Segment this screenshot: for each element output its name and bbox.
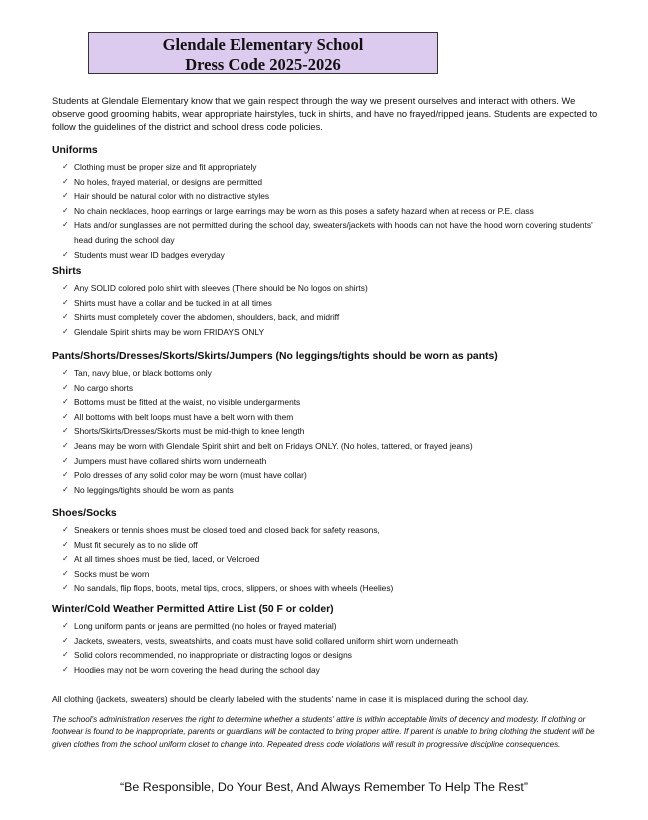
list-item: ✓ No sandals, flip flops, boots, metal tips, crocs, slippers, or shoes with wheels (Heelies) [52,581,612,596]
list-item: ✓ Jeans may be worn with Glendale Spirit shirt and belt on Fridays ONLY. (No holes, tattered, or frayed jeans) [52,439,612,454]
check-icon: ✓ [62,455,69,465]
check-icon: ✓ [62,297,69,307]
shirts-heading: Shirts [52,266,82,277]
list-item: ✓ Students must wear ID badges everyday [52,248,612,263]
title-box [88,32,438,74]
shoes-section [52,507,612,596]
intro-paragraph: Students at Glendale Elementary know that we gain respect through the way we present ourselves and interact with others. We observe good grooming habits, wear appropriate hairstyles, tuck in shirts, and have no frayed/ripped jeans. Students are expected to follow the guidelines of the district and school dress code policies. [52,96,598,132]
check-icon: ✓ [62,583,69,593]
check-icon: ✓ [62,382,69,392]
list-item: ✓ Hair should be natural color with no distractive styles [52,189,612,204]
check-icon: ✓ [62,191,69,201]
document-subtitle: Dress Code 2025-2026 [185,55,341,74]
shirts-section [52,265,612,339]
list-item: ✓ No cargo shorts [52,381,612,396]
check-icon: ✓ [62,426,69,436]
winter-section [52,603,612,677]
list-item: ✓ Solid colors recommended, no inappropriate or distracting logos or designs [52,648,612,663]
check-icon: ✓ [62,220,69,230]
check-icon: ✓ [62,368,69,377]
check-icon: ✓ [62,249,69,259]
list-item: ✓ Sneakers or tennis shoes must be closed toed and closed back for safety reasons, [52,523,612,538]
list-item: ✓ No leggings/tights should be worn as pants [52,483,612,498]
list-item: ✓ Jumpers must have collared shirts worn underneath [52,454,612,469]
pants-section [52,350,612,497]
administration-disclaimer: The school's administration reserves the right to determine whether a students' attire is within acceptable limits of decency and modesty. If clothing or footwear is found to be inappropriate, parents or guardians will be contacted to bring proper attire. If parent is unable to bring clothing the student will be given clothes from the school uniform closet to change into. Repeated dress code violations will result in progressive discipline consequences. [52,715,595,749]
school-name: Glendale Elementary School [162,35,364,54]
uniforms-heading: Uniforms [52,145,98,156]
check-icon: ✓ [62,635,69,645]
check-icon: ✓ [62,621,69,630]
list-item: ✓ Must fit securely as to no slide off [52,538,612,553]
school-motto: “Be Responsible, Do Your Best, And Always Remember To Help The Rest” [120,780,528,794]
uniforms-list [52,160,612,262]
winter-list [52,619,612,677]
check-icon: ✓ [62,411,69,421]
list-item: ✓ Shirts must have a collar and be tucked in at all times [52,296,612,311]
check-icon: ✓ [62,650,69,660]
list-item: ✓ All bottoms with belt loops must have a belt worn with them [52,410,612,425]
list-item: ✓ Shirts must completely cover the abdomen, shoulders, back, and midriff [52,310,612,325]
check-icon: ✓ [62,312,69,322]
list-item: ✓ No chain necklaces, hoop earrings or large earrings may be worn as this poses a safety hazard when at recess or P.E. class [52,204,612,219]
list-item: ✓ Glendale Spirit shirts may be worn FRIDAYS ONLY [52,325,612,340]
check-icon: ✓ [62,397,69,407]
check-icon: ✓ [62,162,69,171]
list-item: ✓ Long uniform pants or jeans are permitted (no holes or frayed material) [52,619,612,634]
list-item: ✓ Hoodies may not be worn covering the head during the school day [52,663,612,678]
list-item: ✓ Shorts/Skirts/Dresses/Skorts must be mid-thigh to knee length [52,424,612,439]
check-icon: ✓ [62,283,69,292]
check-icon: ✓ [62,205,69,215]
check-icon: ✓ [62,176,69,186]
check-icon: ✓ [62,664,69,674]
check-icon: ✓ [62,568,69,578]
pants-list [52,366,612,497]
list-item: ✓ Polo dresses of any solid color may be worn (must have collar) [52,468,612,483]
check-icon: ✓ [62,440,69,450]
shirts-list [52,281,612,339]
list-item: ✓ Any SOLID colored polo shirt with sleeves (There should be No logos on shirts) [52,281,612,296]
check-icon: ✓ [62,326,69,336]
list-item: ✓ Clothing must be proper size and fit appropriately [52,160,612,175]
list-item: ✓ Jackets, sweaters, vests, sweatshirts, and coats must have solid collared uniform shirt worn underneath [52,634,612,649]
list-item: ✓ At all times shoes must be tied, laced, or Velcroed [52,552,612,567]
shoes-heading: Shoes/Socks [52,508,117,519]
list-item: ✓ No holes, frayed material, or designs are permitted [52,175,612,190]
list-item: ✓ Hats and/or sunglasses are not permitted during the school day, sweaters/jackets with hoods can not have the hood worn covering students' head during the school day [62,220,593,245]
list-item: ✓ Bottoms must be fitted at the waist, no visible undergarments [52,395,612,410]
labeling-note: All clothing (jackets, sweaters) should be clearly labeled with the students' name in case it is misplaced during the school day. [52,694,529,704]
uniforms-section [52,144,612,262]
check-icon: ✓ [62,539,69,549]
check-icon: ✓ [62,470,69,480]
check-icon: ✓ [62,484,69,494]
check-icon: ✓ [62,554,69,564]
pants-heading: Pants/Shorts/Dresses/Skorts/Skirts/Jumpers (No leggings/tights should be worn as pants) [52,351,498,362]
list-item: ✓ Tan, navy blue, or black bottoms only [52,366,612,381]
winter-heading: Winter/Cold Weather Permitted Attire List (50 F or colder) [52,604,334,615]
shoes-list [52,523,612,596]
list-item: ✓ Socks must be worn [52,567,612,582]
check-icon: ✓ [62,525,69,534]
